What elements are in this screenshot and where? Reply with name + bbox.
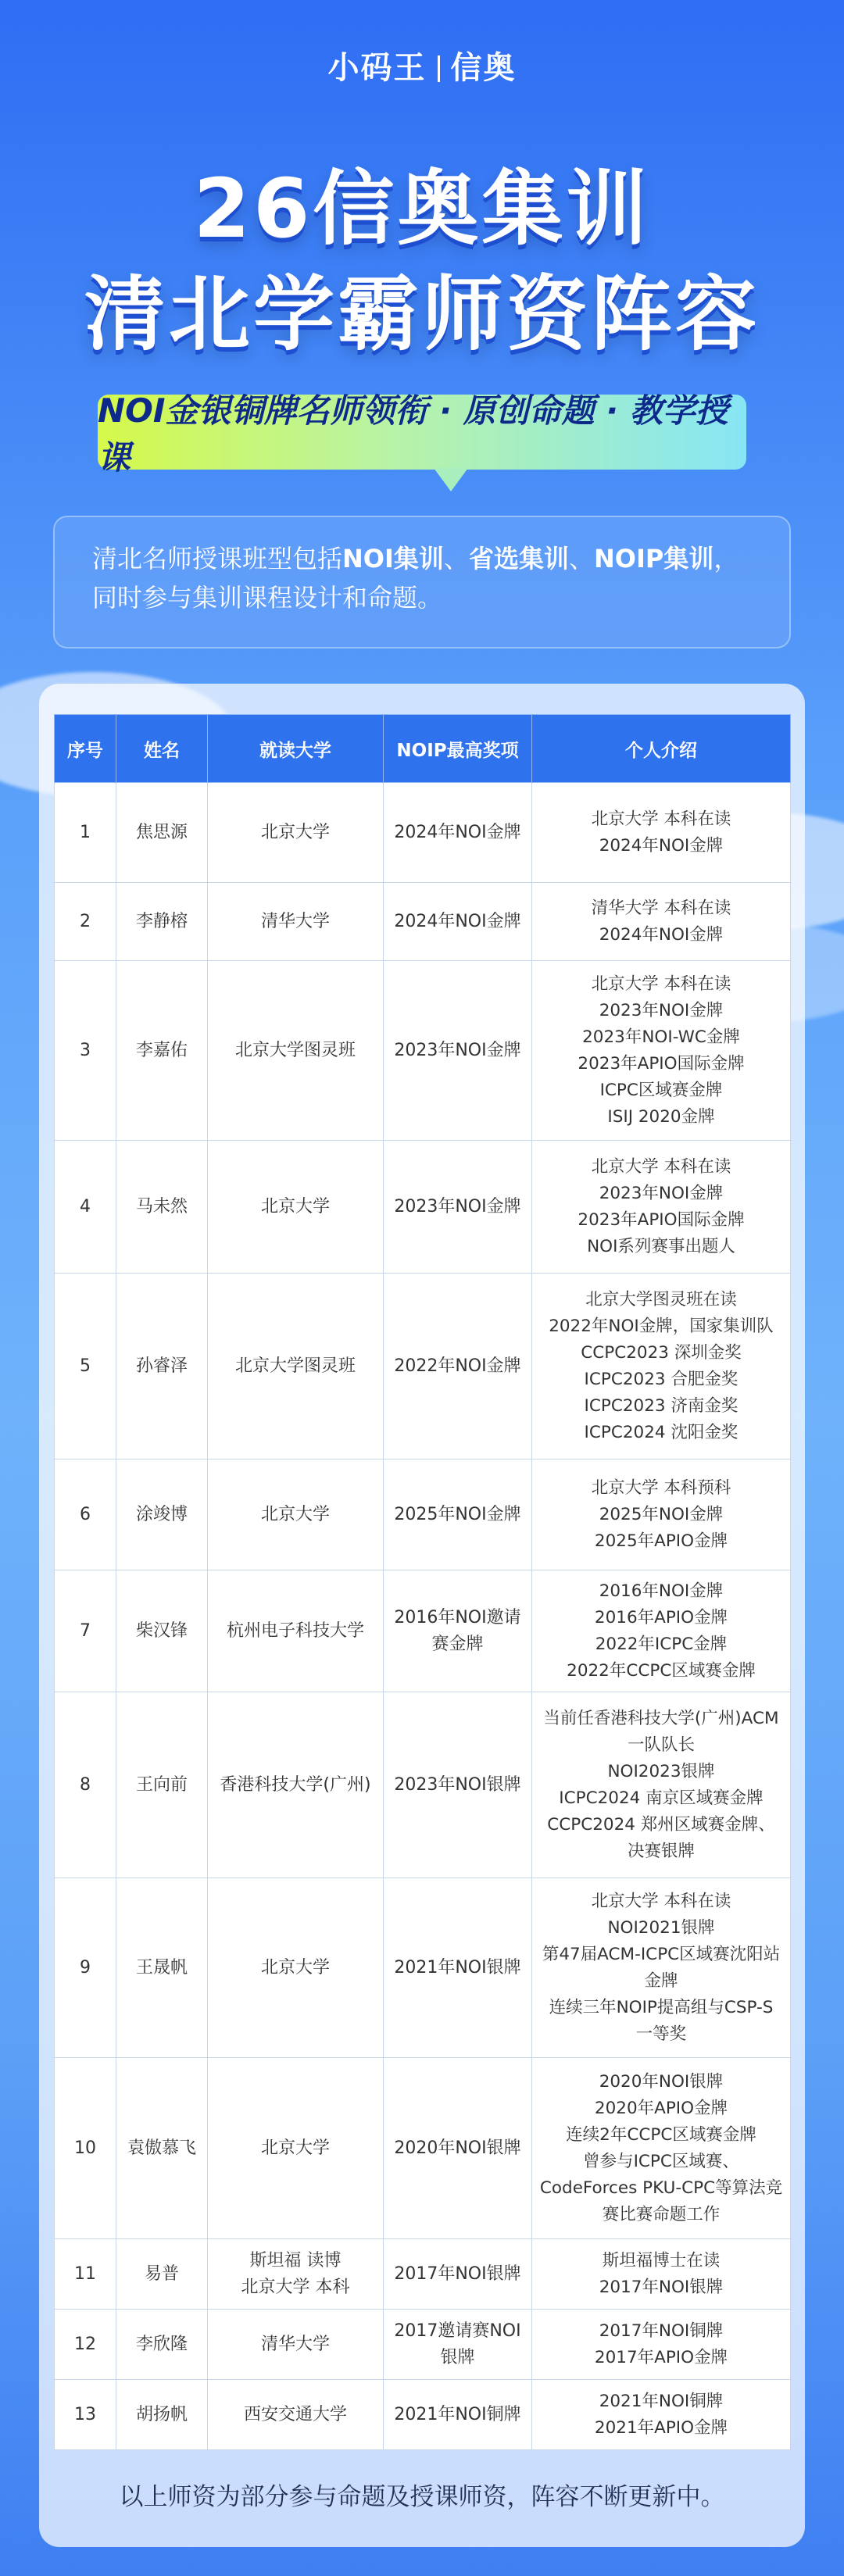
- intro-highlight-province: 省选集训: [468, 544, 569, 573]
- cell-award: 2020年NOI银牌: [384, 2058, 532, 2239]
- cell-university: 北京大学: [208, 1459, 384, 1570]
- cell-name: 涂竣博: [116, 1459, 208, 1570]
- cell-no: 13: [55, 2380, 116, 2450]
- cell-intro: 2020年NOI银牌 2020年APIO金牌 连续2年CCPC区域赛金牌 曾参与ICPC区域赛、 CodeForces PKU-CPC等算法竞 赛比赛命题工作: [532, 2058, 791, 2239]
- cell-name: 易普: [116, 2239, 208, 2310]
- table-row: [55, 2380, 791, 2450]
- intro-highlight-noi: NOI集训: [342, 544, 444, 573]
- table-row: [55, 2058, 791, 2239]
- cell-award: 2024年NOI金牌: [384, 783, 532, 883]
- cell-university: 北京大学: [208, 2058, 384, 2239]
- cell-intro: 北京大学 本科预科 2025年NOI金牌 2025年APIO金牌: [532, 1459, 791, 1570]
- cell-university: 香港科技大学(广州): [208, 1692, 384, 1878]
- table-row: [55, 1570, 791, 1692]
- footer-note: 以上师资为部分参与命题及授课师资，阵容不断更新中。: [119, 2483, 725, 2511]
- cell-intro: 清华大学 本科在读 2024年NOI金牌: [532, 883, 791, 961]
- brand-sub: 信奥: [450, 50, 517, 86]
- table-row: [55, 783, 791, 883]
- header-name: 姓名: [116, 715, 208, 783]
- table-row: [55, 2310, 791, 2380]
- cell-name: 孙睿泽: [116, 1274, 208, 1459]
- cell-award: 2025年NOI金牌: [384, 1459, 532, 1570]
- cell-university: 清华大学: [208, 883, 384, 961]
- cell-intro: 2021年NOI铜牌 2021年APIO金牌: [532, 2380, 791, 2450]
- intro-box: [53, 516, 791, 648]
- cell-intro: 北京大学 本科在读 2023年NOI金牌 2023年APIO国际金牌 NOI系列赛事出题人: [532, 1141, 791, 1274]
- cell-no: 4: [55, 1141, 116, 1274]
- intro-suffix: ，: [713, 544, 739, 573]
- cell-name: 袁傲慕飞: [116, 2058, 208, 2239]
- cell-no: 9: [55, 1878, 116, 2058]
- brand-logo: [0, 43, 844, 88]
- cell-award: 2024年NOI金牌: [384, 883, 532, 961]
- table-row: [55, 1274, 791, 1459]
- cell-no: 12: [55, 2310, 116, 2380]
- intro-sep1: 、: [443, 544, 469, 573]
- table-row: [55, 883, 791, 961]
- cell-award: 2021年NOI铜牌: [384, 2380, 532, 2450]
- cell-award: 2023年NOI金牌: [384, 961, 532, 1141]
- cell-no: 6: [55, 1459, 116, 1570]
- table-row: [55, 2239, 791, 2310]
- cell-award: 2017邀请赛NOI 银牌: [384, 2310, 532, 2380]
- cell-intro: 北京大学 本科在读 2023年NOI金牌 2023年NOI-WC金牌 2023年APIO国际金牌 ICPC区域赛金牌 ISIJ 2020金牌: [532, 961, 791, 1141]
- cell-name: 李欣隆: [116, 2310, 208, 2380]
- table-row: [55, 1459, 791, 1570]
- cell-no: 10: [55, 2058, 116, 2239]
- cell-no: 7: [55, 1570, 116, 1692]
- cell-university: 杭州电子科技大学: [208, 1570, 384, 1692]
- cell-name: 李嘉佑: [116, 961, 208, 1141]
- teacher-table: [54, 714, 791, 2450]
- cell-name: 李静榕: [116, 883, 208, 961]
- page-title-line2: 清北学霸师资阵容: [84, 266, 760, 362]
- cell-no: 5: [55, 1274, 116, 1459]
- table-row: [55, 1692, 791, 1878]
- intro-highlight-noip: NOIP集训: [593, 544, 714, 573]
- cell-university: 斯坦福 读博 北京大学 本科: [208, 2239, 384, 2310]
- table-row: [55, 1141, 791, 1274]
- cell-no: 3: [55, 961, 116, 1141]
- cell-no: 11: [55, 2239, 116, 2310]
- intro-prefix: 清北名师授课班型包括: [92, 544, 343, 573]
- cell-award: 2023年NOI银牌: [384, 1692, 532, 1878]
- cell-award: 2017年NOI银牌: [384, 2239, 532, 2310]
- intro-sep2: 、: [568, 544, 594, 573]
- cell-intro: 当前任香港科技大学(广州)ACM 一队队长 NOI2023银牌 ICPC2024 南京区域赛金牌 CCPC2024 郑州区域赛金牌、 决赛银牌: [532, 1692, 791, 1878]
- header-intro: 个人介绍: [532, 715, 791, 783]
- cell-university: 北京大学: [208, 1141, 384, 1274]
- header-no: 序号: [55, 715, 116, 783]
- cell-university: 北京大学图灵班: [208, 961, 384, 1141]
- cell-university: 北京大学: [208, 1878, 384, 2058]
- cell-intro: 北京大学 本科在读 NOI2021银牌 第47届ACM-ICPC区域赛沈阳站 金牌 连续三年NOIP提高组与CSP-S 一等奖: [532, 1878, 791, 2058]
- header-university: 就读大学: [208, 715, 384, 783]
- brand-name: 小码王: [327, 50, 427, 86]
- table-row: [55, 961, 791, 1141]
- table-header-row: [55, 715, 791, 783]
- cell-intro: 北京大学图灵班在读 2022年NOI金牌，国家集训队 CCPC2023 深圳金奖 ICPC2023 合肥金奖 ICPC2023 济南金奖 ICPC2024 沈阳金奖: [532, 1274, 791, 1459]
- cell-no: 1: [55, 783, 116, 883]
- cell-university: 北京大学: [208, 783, 384, 883]
- cell-intro: 北京大学 本科在读 2024年NOI金牌: [532, 783, 791, 883]
- cell-name: 王晟帆: [116, 1878, 208, 2058]
- cell-intro: 斯坦福博士在读 2017年NOI银牌: [532, 2239, 791, 2310]
- header-award: NOIP最高奖项: [384, 715, 532, 783]
- cell-name: 胡扬帆: [116, 2380, 208, 2450]
- cell-university: 北京大学图灵班: [208, 1274, 384, 1459]
- cell-name: 柴汉锋: [116, 1570, 208, 1692]
- cell-award: 2023年NOI金牌: [384, 1141, 532, 1274]
- cell-award: 2016年NOI邀请 赛金牌: [384, 1570, 532, 1692]
- cell-university: 西安交通大学: [208, 2380, 384, 2450]
- subtitle-banner: [98, 391, 746, 477]
- cell-no: 2: [55, 883, 116, 961]
- subtitle-text: NOI金银铜牌名师领衔 · 原创命题 · 教学授课: [98, 391, 728, 477]
- cell-intro: 2017年NOI铜牌 2017年APIO金牌: [532, 2310, 791, 2380]
- cell-name: 王向前: [116, 1692, 208, 1878]
- cell-intro: 2016年NOI金牌 2016年APIO金牌 2022年ICPC金牌 2022年CCPC区域赛金牌: [532, 1570, 791, 1692]
- table-row: [55, 1878, 791, 2058]
- cell-name: 焦思源: [116, 783, 208, 883]
- cell-university: 清华大学: [208, 2310, 384, 2380]
- intro-line2: 同时参与集训课程设计和命题。: [92, 583, 443, 613]
- table-body: [55, 783, 791, 2450]
- cell-award: 2021年NOI银牌: [384, 1878, 532, 2058]
- cell-no: 8: [55, 1692, 116, 1878]
- logo-divider: [438, 55, 440, 82]
- cell-award: 2022年NOI金牌: [384, 1274, 532, 1459]
- page-title-line1: 26信奥集训: [193, 161, 651, 256]
- cell-name: 马未然: [116, 1141, 208, 1274]
